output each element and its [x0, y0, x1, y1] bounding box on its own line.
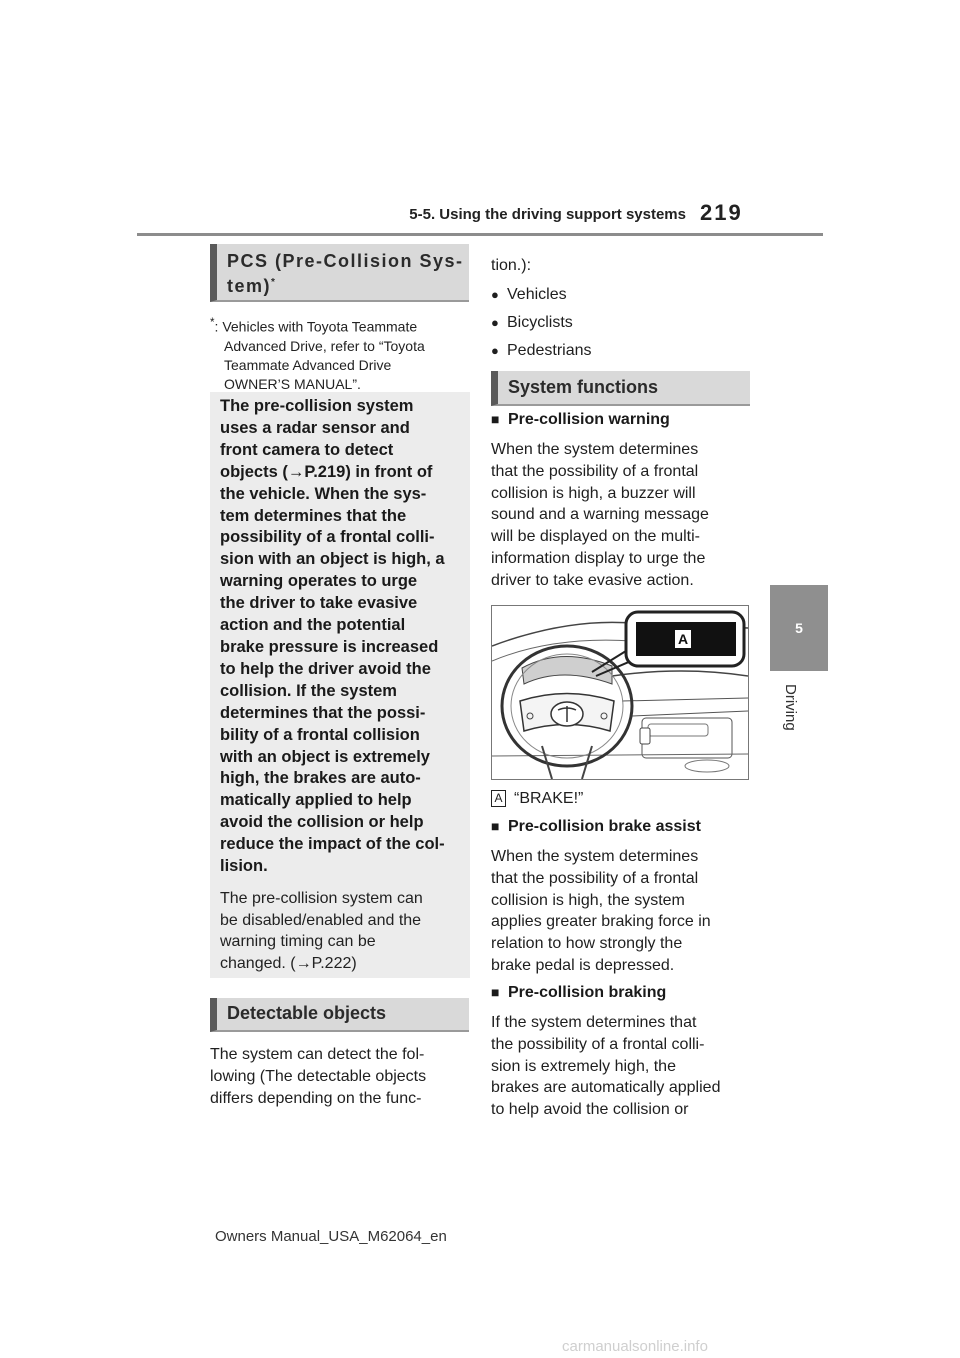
summary-line: lision. — [220, 857, 268, 876]
callout-badge: A — [674, 629, 692, 649]
warning-paragraph — [491, 439, 751, 592]
detectable-list — [491, 255, 592, 365]
bullet-icon: ● — [491, 314, 499, 330]
summary-note-line-with-link[interactable]: changed. (→P.222) — [220, 954, 357, 972]
watermark: carmanualsonline.info — [562, 1338, 708, 1355]
body-line: differs depending on the func- — [210, 1089, 422, 1107]
body-line: applies greater braking force in — [491, 913, 711, 931]
summary-line: The pre-collision system — [220, 397, 414, 415]
body-line: will be displayed on the multi- — [491, 528, 700, 546]
summary-line: determines that the possi- — [220, 703, 426, 722]
manual-id: Owners Manual_USA_M62064_en — [215, 1228, 447, 1245]
summary-line: the vehicle. When the sys- — [220, 484, 427, 503]
bullet-icon: ● — [491, 286, 499, 302]
summary-note-line: be disabled/enabled and the — [220, 911, 422, 929]
pcs-heading-line1: PCS (Pre-Collision Sys- — [227, 251, 464, 271]
body-line: driver to take evasive action. — [491, 571, 694, 589]
list-item: ● Bicyclists — [491, 309, 592, 337]
summary-note-line: The pre-collision system can — [220, 889, 423, 907]
braking-subhead: ■ Pre-collision braking — [491, 984, 667, 1001]
warning-subhead: ■ Pre-collision warning — [491, 411, 670, 428]
list-item: ● Vehicles — [491, 281, 592, 309]
caption-text: “BRAKE!” — [514, 790, 584, 807]
pcs-heading-line2: tem) — [227, 276, 272, 296]
square-bullet-icon: ■ — [491, 818, 500, 834]
body-line: collision is high, the system — [491, 891, 685, 909]
list-item: ● Pedestrians — [491, 337, 592, 365]
body-line: to help avoid the collision or — [491, 1101, 689, 1119]
footnote-line: OWNER’S MANUAL”. — [224, 375, 361, 392]
body-line: brakes are automatically applied — [491, 1079, 721, 1097]
figure-caption — [491, 790, 583, 808]
page-number: 219 — [700, 200, 743, 225]
body-line: relation to how strongly the — [491, 935, 683, 953]
body-line: sion is extremely high, the — [491, 1057, 676, 1075]
summary-line: uses a radar sensor and — [220, 418, 410, 437]
summary-line: action and the potential — [220, 616, 406, 635]
footnote-mark: * — [210, 316, 215, 329]
footnote — [210, 313, 472, 394]
body-line: collision is high, a buzzer will — [491, 484, 696, 502]
square-bullet-icon: ■ — [491, 984, 500, 1000]
summary-line: avoid the collision or help — [220, 813, 424, 832]
body-line: that the possibility of a frontal — [491, 869, 699, 887]
detectable-intro — [210, 1044, 472, 1109]
summary-text — [220, 396, 462, 878]
summary-line: tem determines that the — [220, 506, 407, 525]
continuation-text: tion.): — [491, 257, 532, 274]
summary-note — [220, 888, 462, 974]
summary-note-line: warning timing can be — [220, 933, 376, 951]
brake-assist-paragraph — [491, 846, 751, 977]
body-line: brake pedal is depressed. — [491, 956, 675, 974]
braking-paragraph — [491, 1012, 751, 1121]
body-line: that the possibility of a frontal — [491, 462, 699, 480]
footnote-line: Advanced Drive, refer to “Toyota — [224, 337, 425, 354]
body-line: lowing (The detectable objects — [210, 1067, 427, 1085]
summary-line: sion with an object is high, a — [220, 550, 445, 569]
section-title: 5-5. Using the driving support systems — [409, 206, 686, 223]
body-line: the possibility of a frontal colli- — [491, 1035, 705, 1053]
pcs-heading-mark: * — [271, 277, 275, 288]
header-rule — [137, 233, 823, 236]
chapter-label: Driving — [782, 684, 799, 731]
summary-line: to help the driver avoid the — [220, 659, 431, 678]
footnote-line: Teammate Advanced Drive — [224, 356, 392, 373]
summary-box — [210, 392, 470, 978]
summary-line: reduce the impact of the col- — [220, 835, 445, 854]
summary-line: possibility of a frontal colli- — [220, 528, 435, 547]
body-line: If the system determines that — [491, 1014, 697, 1031]
summary-line: brake pressure is increased — [220, 637, 439, 656]
summary-line: the driver to take evasive — [220, 594, 418, 613]
summary-line: front camera to detect — [220, 440, 394, 459]
brake-assist-subhead: ■ Pre-collision brake assist — [491, 818, 701, 835]
summary-line-with-link[interactable]: objects (→P.219) in front of — [220, 462, 433, 481]
summary-line: warning operates to urge — [220, 572, 418, 591]
body-line: When the system determines — [491, 441, 699, 458]
square-bullet-icon: ■ — [491, 411, 500, 427]
detectable-objects-heading: Detectable objects — [210, 998, 469, 1032]
system-functions-heading: System functions — [491, 371, 750, 406]
chapter-tab[interactable] — [770, 585, 828, 671]
summary-line: matically applied to help — [220, 791, 412, 810]
body-line: The system can detect the fol- — [210, 1046, 425, 1063]
dashboard-illustration — [491, 605, 749, 780]
summary-line: bility of a frontal collision — [220, 725, 420, 744]
body-line: sound and a warning message — [491, 506, 709, 524]
body-line: information display to urge the — [491, 549, 706, 567]
chapter-number: 5 — [795, 620, 803, 636]
summary-line: collision. If the system — [220, 681, 397, 700]
footnote-line: *: Vehicles with Toyota Teammate — [210, 316, 418, 335]
dashboard-drawing — [492, 606, 748, 779]
pcs-heading — [210, 244, 469, 302]
summary-line: high, the brakes are auto- — [220, 769, 421, 788]
caption-badge: A — [491, 790, 506, 807]
body-line: When the system determines — [491, 848, 699, 865]
bullet-icon: ● — [491, 342, 499, 358]
summary-line: with an object is extremely — [220, 747, 430, 766]
